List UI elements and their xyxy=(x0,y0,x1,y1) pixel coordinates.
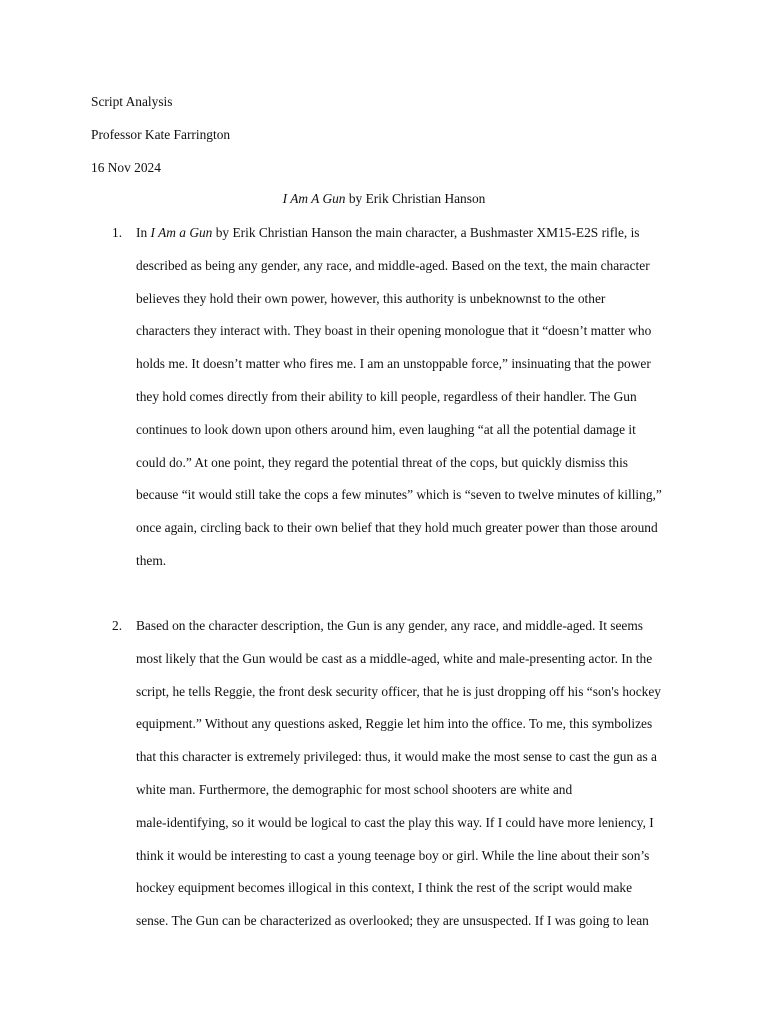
paragraph-line: described as being any gender, any race, and middle-aged. Based on the text, the main character xyxy=(136,257,650,273)
list-item-number: 2. xyxy=(112,618,123,633)
paragraph-line: white man. Furthermore, the demographic for most school shooters are white and xyxy=(136,782,573,797)
paragraph-line xyxy=(136,226,640,239)
paragraph-line: them. xyxy=(136,553,167,568)
paragraph-line: holds me. It doesn’t matter who fires me. I am an unstoppable force,” insinuating that the power xyxy=(136,356,651,372)
paragraph-line: hockey equipment becomes illogical in this context, I think the rest of the script would make xyxy=(136,880,633,896)
paragraph-line: most likely that the Gun would be cast as a middle-aged, white and male-presenting actor. In the xyxy=(136,650,653,666)
play-title-inline: I Am a Gun xyxy=(150,225,213,240)
paragraph-line: could do.” At one point, they regard the potential threat of the cops, but quickly dismiss this xyxy=(136,454,629,470)
paragraph-line: that this character is extremely privileged: thus, it would make the most sense to cast the gun as a xyxy=(136,749,657,765)
professor-name: Professor Kate Farrington xyxy=(91,127,231,142)
play-title: I Am A Gun xyxy=(282,191,346,206)
play-author: by Erik Christian Hanson xyxy=(345,191,486,206)
paragraph-line: continues to look down upon others around him, even laughing “at all the potential damage it xyxy=(136,421,636,437)
paragraph-line: equipment.” Without any questions asked, Reggie let him into the office. To me, this symbolizes xyxy=(136,716,653,732)
paragraph-line: Based on the character description, the Gun is any gender, any race, and middle-aged. It seems xyxy=(136,618,643,633)
paragraph-line: once again, circling back to their own belief that they hold much greater power than those around xyxy=(136,520,658,536)
paragraph-line: sense. The Gun can be characterized as overlooked; they are unsuspected. If I was going to lean xyxy=(136,913,649,929)
submission-date: 16 Nov 2024 xyxy=(91,160,161,175)
paragraph-line: think it would be interesting to cast a young teenage boy or girl. While the line about their son’s xyxy=(136,847,650,863)
line-text: In xyxy=(136,225,151,240)
essay-title xyxy=(0,192,768,205)
paragraph-line: because “it would still take the cops a few minutes” which is “seven to twelve minutes of killing,” xyxy=(136,487,662,503)
paragraph-line: believes they hold their own power, however, this authority is unbeknownst to the other xyxy=(136,290,606,306)
list-item-number: 1. xyxy=(112,225,123,240)
paragraph-line: characters they interact with. They boast in their opening monologue that it “doesn’t matter who xyxy=(136,323,652,339)
paragraph-line: they hold comes directly from their ability to kill people, regardless of their handler. The Gun xyxy=(136,389,637,404)
course-name: Script Analysis xyxy=(91,94,173,109)
line-text: by Erik Christian Hanson the main character, a Bushmaster XM15-E2S rifle, is xyxy=(212,225,640,240)
paragraph-line: male-identifying, so it would be logical to cast the play this way. If I could have more leniency, I xyxy=(136,814,654,830)
paragraph-line: script, he tells Reggie, the front desk security officer, that he is just dropping off his “son's hockey xyxy=(136,683,661,699)
